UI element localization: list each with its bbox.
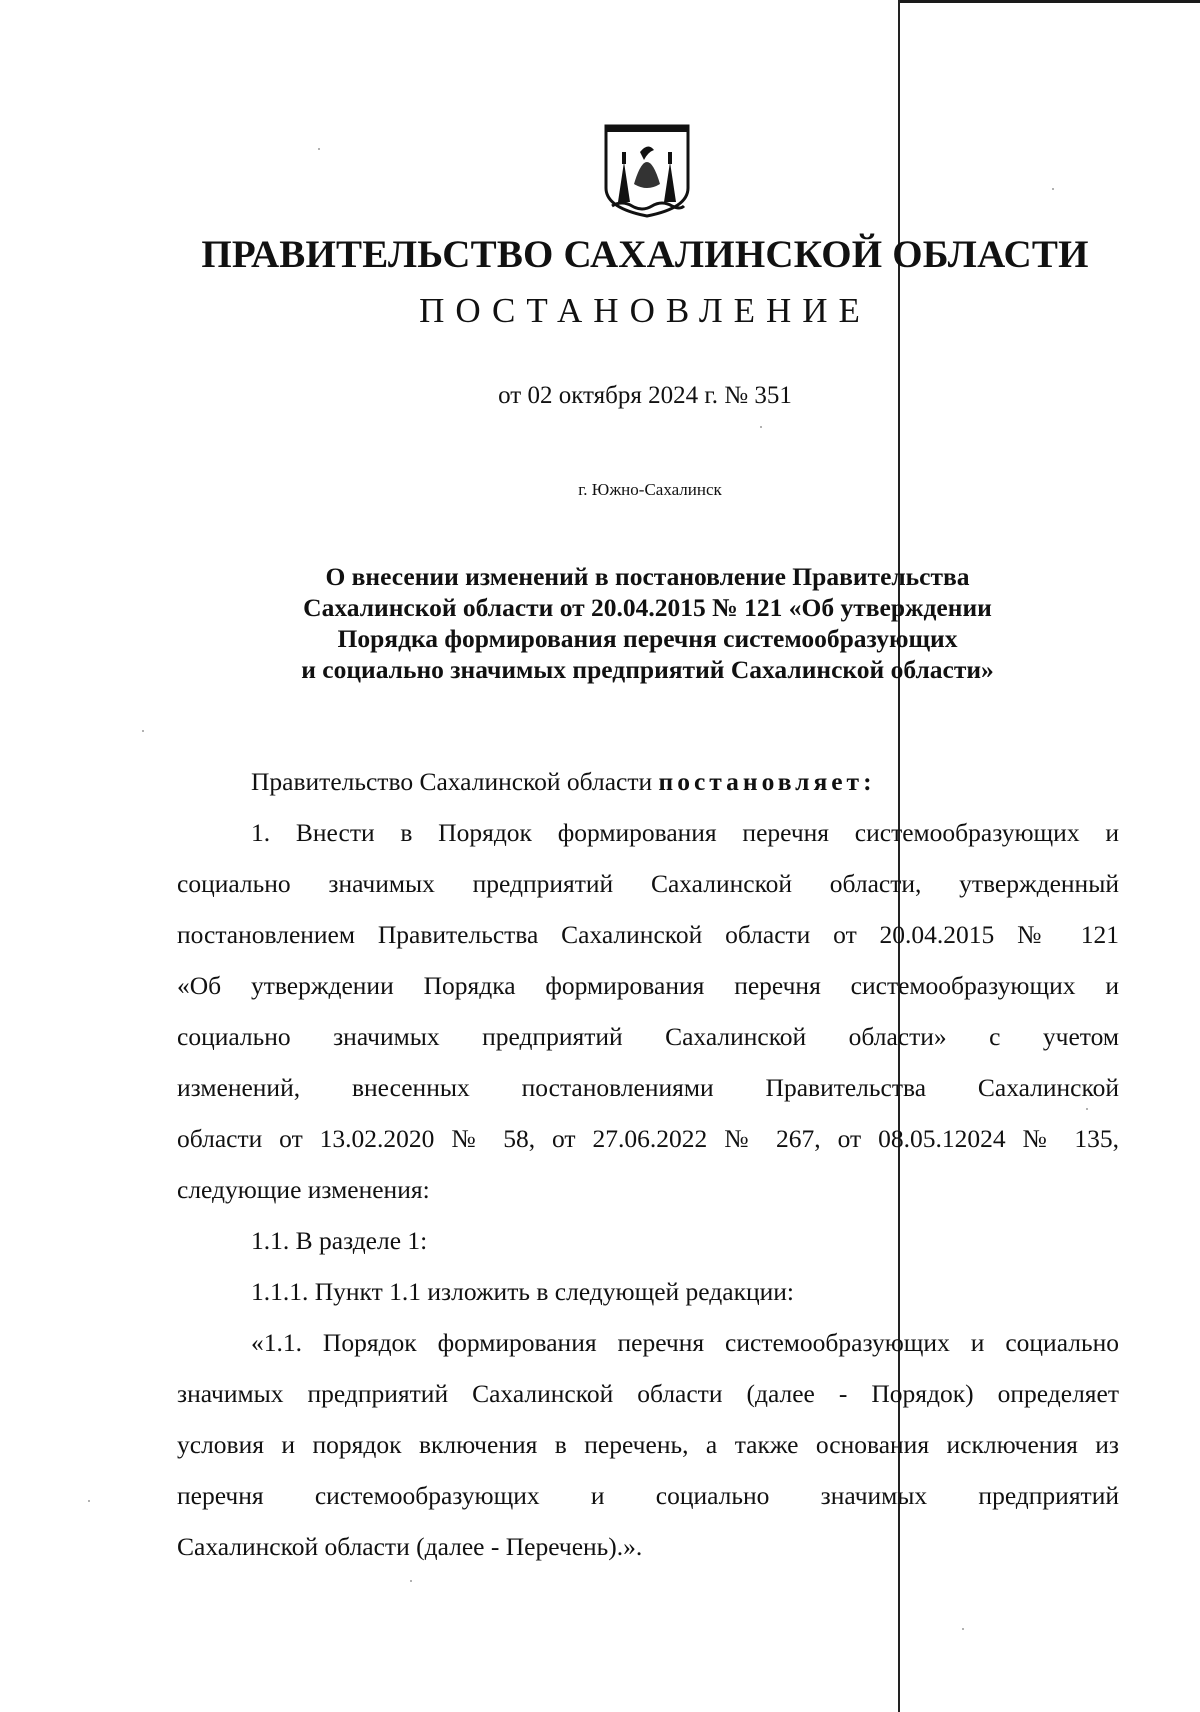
scan-speck — [962, 1628, 964, 1630]
document-body — [177, 756, 1119, 1572]
item-1-line: постановлением Правительства Сахалинской области от 20.04.2015 № 121 — [177, 920, 1119, 949]
quote-line: Сахалинской области (далее - Перечень).». — [177, 1532, 643, 1561]
preamble-verb: постановляет: — [658, 767, 876, 796]
subject-line: О внесении изменений в постановление Правительства — [325, 562, 970, 591]
item-1-line: 1. Внести в Порядок формирования перечня системообразующих и — [251, 818, 1119, 847]
item-1 — [177, 807, 1119, 1215]
subject-line: и социально значимых предприятий Сахалинской области» — [301, 655, 994, 684]
quote-line: перечня системообразующих и социально значимых предприятий — [177, 1481, 1119, 1510]
scan-speck — [410, 1580, 412, 1582]
coat-of-arms-icon — [602, 122, 692, 218]
item-1-1-1: 1.1.1. Пункт 1.1 изложить в следующей редакции: — [251, 1277, 794, 1306]
scan-speck — [142, 730, 144, 732]
document-date-number: от 02 октября 2024 г. № 351 — [498, 382, 792, 409]
document-type: ПОСТАНОВЛЕНИЕ — [419, 291, 871, 330]
scan-speck — [1052, 188, 1054, 190]
item-1-line: социально значимых предприятий Сахалинской области, утвержденный — [177, 869, 1119, 898]
scan-speck — [318, 148, 320, 150]
preamble — [177, 756, 1119, 807]
quote-line: значимых предприятий Сахалинской области (далее - Порядок) определяет — [177, 1379, 1119, 1408]
quote-line: «1.1. Порядок формирования перечня системообразующих и социально — [251, 1328, 1119, 1357]
document-city: г. Южно-Сахалинск — [578, 480, 722, 499]
item-1-line: изменений, внесенных постановлениями Правительства Сахалинской — [177, 1073, 1119, 1102]
preamble-text: Правительство Сахалинской области — [251, 767, 653, 796]
item-1-line: социально значимых предприятий Сахалинской области» с учетом — [177, 1022, 1119, 1051]
scan-top-rule — [900, 0, 1200, 3]
subject-line: Порядка формирования перечня системообразующих — [337, 624, 958, 653]
quoted-clause — [177, 1317, 1119, 1572]
item-1-1: 1.1. В разделе 1: — [251, 1226, 428, 1255]
quote-line: условия и порядок включения в перечень, а также основания исключения из — [177, 1430, 1119, 1459]
document-subject — [160, 561, 1135, 685]
item-1-line: «Об утверждении Порядка формирования перечня системообразующих и — [177, 971, 1119, 1000]
item-1-line: следующие изменения: — [177, 1175, 430, 1204]
scan-speck — [760, 426, 762, 428]
scan-speck — [88, 1500, 90, 1502]
subject-line: Сахалинской области от 20.04.2015 № 121 «Об утверждении — [303, 593, 992, 622]
item-1-line: области от 13.02.2020 № 58, от 27.06.2022 № 267, от 08.05.12024 № 135, — [177, 1124, 1119, 1153]
government-title: ПРАВИТЕЛЬСТВО САХАЛИНСКОЙ ОБЛАСТИ — [201, 233, 1089, 276]
